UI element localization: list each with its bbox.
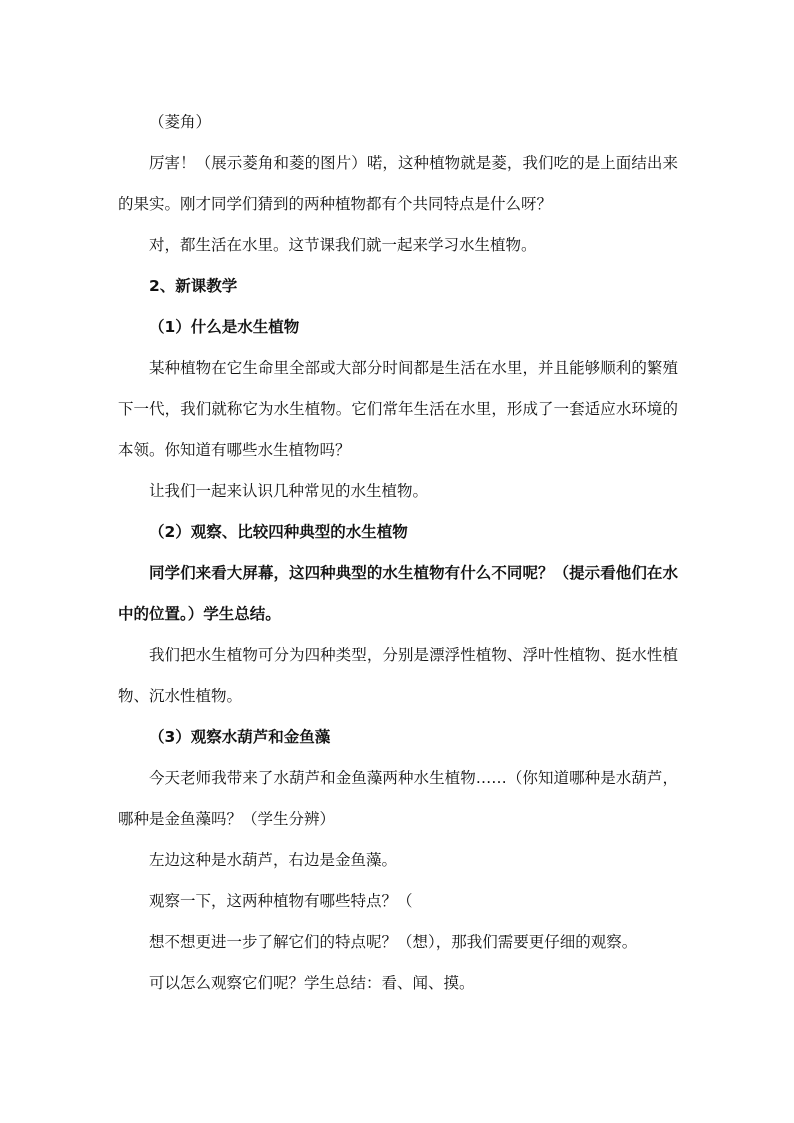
paragraph-teacher-brought: 今天老师我带来了水葫芦和金鱼藻两种水生植物……（你知道哪种是水葫芦，哪种是金鱼藻吗？（学生分辨） [118,769,678,828]
subheading-compare-four-types: （2）观察、比较四种典型的水生植物 [149,523,408,541]
paragraph-praise: 厉害！（展示菱角和菱的图片）喏，这种植物就是菱，我们吃的是上面结出来的果实。刚才同学们猜到的两种植物都有个共同特点是什么呀？ [118,154,678,213]
document-body [118,102,678,1004]
paragraph-definition: 某种植物在它生命里全部或大部分时间都是生活在水里，并且能够顺利的繁殖下一代，我们就称它为水生植物。它们常年生活在水里，形成了一套适应水环境的本领。你知道有哪些水生植物吗？ [118,359,678,459]
paragraph-observe-features: 观察一下，这两种植物有哪些特点？（ [149,892,413,910]
heading-new-lesson: 2、新课教学 [149,277,238,295]
paragraph-answer-lingjiao: （菱角） [149,113,212,131]
paragraph-common-plants: 让我们一起来认识几种常见的水生植物。 [149,482,429,500]
paragraph-closer-look: 想不想更进一步了解它们的特点呢？（想），那我们需要更仔细的观察。 [149,933,638,951]
subheading-what-is-aquatic-plant: （1）什么是水生植物 [149,318,300,336]
paragraph-left-right: 左边这种是水葫芦，右边是金鱼藻。 [149,851,398,869]
paragraph-how-to-observe: 可以怎么观察它们呢？学生总结：看、闻、摸。 [149,974,475,992]
paragraph-intro: 对，都生活在水里。这节课我们就一起来学习水生植物。 [149,236,537,254]
paragraph-big-screen-question: 同学们来看大屏幕，这四种典型的水生植物有什么不同呢？（提示看他们在水中的位置。）学生总结。 [118,564,678,623]
subheading-observe-plants: （3）观察水葫芦和金鱼藻 [149,728,331,746]
paragraph-four-types: 我们把水生植物可分为四种类型，分别是漂浮性植物、浮叶性植物、挺水性植物、沉水性植物。 [118,646,678,705]
